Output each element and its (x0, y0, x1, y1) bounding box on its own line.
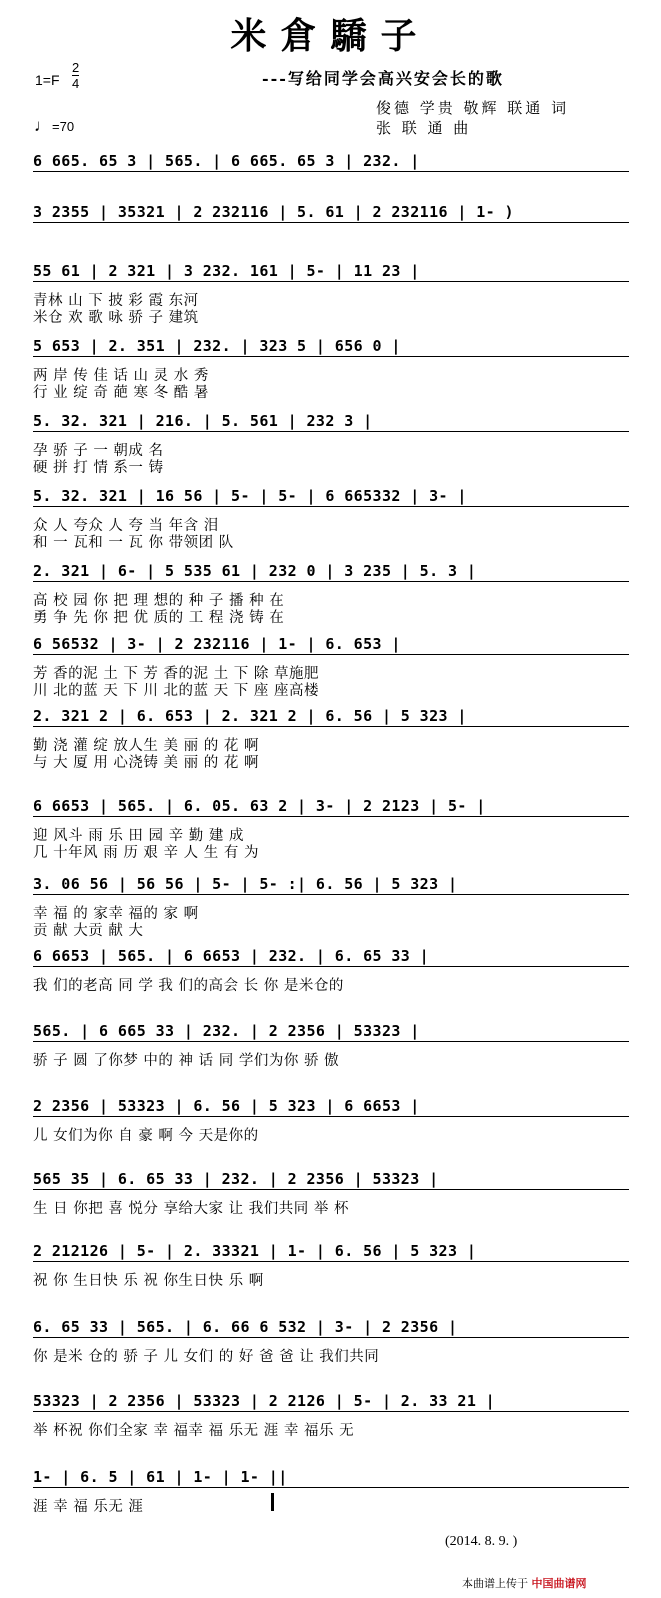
beam-line (33, 222, 629, 223)
lyric-line: 贡 献 大贡 献 大 (33, 923, 144, 939)
beam-line (33, 654, 629, 655)
notation-line: 53323 | 2 2356 | 53323 | 2 2126 | 5- | 2. 33 21 | (33, 1392, 496, 1410)
beam-line (33, 581, 629, 582)
notation-line: 3 2355 | 35321 | 2 232116 | 5. 61 | 2 232116 | 1- ) (33, 203, 514, 221)
beam-line (33, 1337, 629, 1338)
beam-line (33, 816, 629, 817)
beam-line (33, 356, 629, 357)
beam-line (33, 726, 629, 727)
notation-line: 5. 32. 321 | 216. | 5. 561 | 232 3 | (33, 412, 373, 430)
notation-line: 6 6653 | 565. | 6 6653 | 232. | 6. 65 33 | (33, 947, 430, 965)
lyric-line: 孕 骄 子 一 朝成 名 (33, 443, 164, 459)
lyric-line: 勇 争 先 你 把 优 质的 工 程 浇 铸 在 (33, 610, 285, 626)
song-title: 米倉驕子 (230, 15, 431, 57)
notation-line: 2. 321 | 6- | 5 535 61 | 232 0 | 3 235 | 5. 3 | (33, 562, 477, 580)
notation-line: 6 665. 65 3 | 565. | 6 665. 65 3 | 232. | (33, 152, 420, 170)
time-signature-bottom: 4 (72, 76, 80, 91)
composition-date: (2014. 8. 9. ) (445, 1534, 518, 1549)
song-subtitle: ---写给同学会高兴安会长的歌 (262, 69, 504, 88)
lyric-line: 生 日 你把 喜 悦分 享给大家 让 我们共同 举 杯 (33, 1201, 349, 1217)
beam-line (33, 1116, 629, 1117)
upload-credit (462, 1575, 587, 1591)
lyric-line: 众 人 夸众 人 夸 当 年含 泪 (33, 518, 219, 534)
notation-line: 2 212126 | 5- | 2. 33321 | 1- | 6. 56 | 5 323 | (33, 1242, 477, 1260)
notation-line: 5 653 | 2. 351 | 232. | 323 5 | 656 0 | (33, 337, 401, 355)
lyric-line: 两 岸 传 佳 话 山 灵 水 秀 (33, 368, 209, 384)
lyric-line: 硬 拼 打 情 系一 铸 (33, 460, 164, 476)
lyric-line: 涯 幸 福 乐无 涯 (33, 1499, 144, 1515)
notation-line: 6. 65 33 | 565. | 6. 66 6 532 | 3- | 2 2356 | (33, 1318, 458, 1336)
beam-line (33, 1189, 629, 1190)
beam-line (33, 1041, 629, 1042)
notation-line: 565. | 6 665 33 | 232. | 2 2356 | 53323 | (33, 1022, 420, 1040)
lyric-line: 儿 女们为你 自 豪 啊 今 天是你的 (33, 1128, 259, 1144)
lyric-line: 祝 你 生日快 乐 祝 你生日快 乐 啊 (33, 1273, 264, 1289)
beam-line (33, 281, 629, 282)
beam-line (33, 1487, 629, 1488)
beam-line (33, 894, 629, 895)
lyric-line: 几 十年风 雨 历 艰 辛 人 生 有 为 (33, 845, 259, 861)
notation-line: 5. 32. 321 | 16 56 | 5- | 5- | 6 665332 | 3- | (33, 487, 467, 505)
lyric-line: 举 杯祝 你们全家 幸 福幸 福 乐无 涯 幸 福乐 无 (33, 1423, 355, 1439)
lyric-line: 我 们的老高 同 学 我 们的高会 长 你 是米仓的 (33, 978, 344, 994)
beam-line (33, 431, 629, 432)
beam-line (33, 966, 629, 967)
lyric-line: 青林 山 下 披 彩 霞 东河 (33, 293, 199, 309)
lyric-line: 与 大 厦 用 心浇铸 美 丽 的 花 啊 (33, 755, 259, 771)
lyric-line: 和 一 瓦和 一 瓦 你 带领团 队 (33, 535, 234, 551)
notation-line: 6 6653 | 565. | 6. 05. 63 2 | 3- | 2 2123 | 5- | (33, 797, 486, 815)
composer-credit: 张 联 通 曲 (376, 119, 472, 137)
tempo-marking (34, 116, 74, 136)
lyric-line: 你 是米 仓的 骄 子 儿 女们 的 好 爸 爸 让 我们共同 (33, 1349, 380, 1365)
lyric-line: 高 校 园 你 把 理 想的 种 子 播 种 在 (33, 593, 285, 609)
notation-line: 55 61 | 2 321 | 3 232. 161 | 5- | 11 23 | (33, 262, 420, 280)
lyric-line: 川 北的蓝 天 下 川 北的蓝 天 下 座 座高楼 (33, 683, 319, 699)
lyric-line: 勤 浇 灌 绽 放人生 美 丽 的 花 啊 (33, 738, 259, 754)
tempo-value: =70 (52, 119, 75, 134)
credit-prefix: 本曲谱上传于 (462, 1577, 528, 1590)
notation-line: 3. 06 56 | 56 56 | 5- | 5- :| 6. 56 | 5 323 | (33, 875, 458, 893)
lyric-line: 迎 风斗 雨 乐 田 园 辛 勤 建 成 (33, 828, 244, 844)
beam-line (33, 1261, 629, 1262)
time-signature-top: 2 (72, 60, 80, 75)
notation-line: 1- | 6. 5 | 61 | 1- | 1- || (33, 1468, 288, 1486)
notation-line: 2. 321 2 | 6. 653 | 2. 321 2 | 6. 56 | 5 323 | (33, 707, 467, 725)
lyric-line: 骄 子 圆 了你梦 中的 神 话 同 学们为你 骄 傲 (33, 1053, 340, 1069)
beam-line (33, 506, 629, 507)
lyric-line: 幸 福 的 家幸 福的 家 啊 (33, 906, 199, 922)
notation-line: 565 35 | 6. 65 33 | 232. | 2 2356 | 53323 | (33, 1170, 439, 1188)
notation-line: 2 2356 | 53323 | 6. 56 | 5 323 | 6 6653 | (33, 1097, 420, 1115)
beam-line (33, 171, 629, 172)
lyric-line: 米仓 欢 歌 咏 骄 子 建筑 (33, 310, 199, 326)
lyricist-credit: 俊德 学贵 敬辉 联通 词 (376, 99, 570, 117)
final-barline (271, 1493, 274, 1511)
quarter-note-icon: ♩ (34, 116, 51, 135)
key-signature: 1=F (35, 72, 60, 88)
time-signature (72, 60, 79, 91)
beam-line (33, 1411, 629, 1412)
lyric-line: 行 业 绽 奇 葩 寒 冬 酷 暑 (33, 385, 209, 401)
site-brand: 中国曲谱网 (531, 1577, 587, 1590)
notation-line: 6 56532 | 3- | 2 232116 | 1- | 6. 653 | (33, 635, 401, 653)
lyric-line: 芳 香的泥 土 下 芳 香的泥 土 下 除 草施肥 (33, 666, 319, 682)
